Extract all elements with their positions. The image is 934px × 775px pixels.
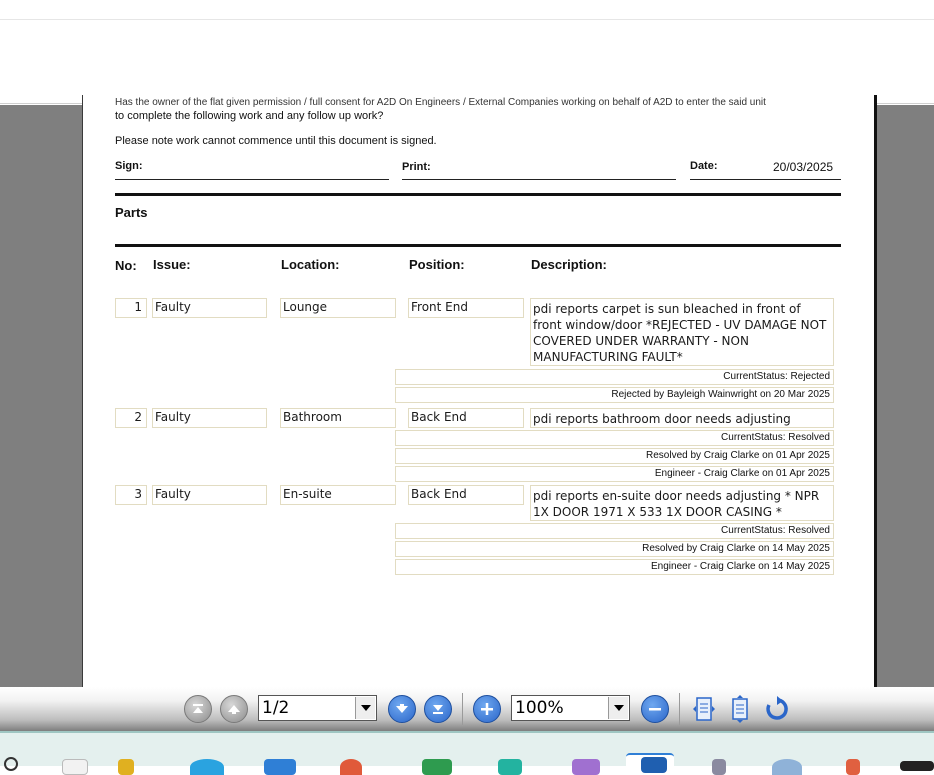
part-2-status: CurrentStatus: Resolved (395, 430, 834, 446)
last-page-icon[interactable] (424, 695, 452, 723)
zoom-value: 100% (515, 698, 564, 718)
print-line (402, 179, 676, 180)
taskbar-app-icon[interactable] (846, 759, 860, 775)
part-1-no: 1 (115, 298, 147, 318)
column-header-position: Position: (409, 257, 465, 272)
part-2-no: 2 (115, 408, 147, 428)
taskbar-app-icon[interactable] (641, 757, 667, 773)
toolbar-separator (462, 693, 463, 725)
part-2-description: pdi reports bathroom door needs adjusting (530, 408, 834, 428)
browser-blank-area (0, 20, 934, 104)
pdf-toolbar (0, 687, 934, 731)
part-2-location: Bathroom (280, 408, 396, 428)
sign-line (115, 179, 389, 180)
part-2-position: Back End (408, 408, 524, 428)
taskbar-app-icon[interactable] (264, 759, 296, 775)
section-rule-top (115, 193, 841, 196)
taskbar-app-icon[interactable] (190, 759, 224, 775)
zoom-select[interactable] (511, 695, 630, 721)
chevron-down-icon[interactable] (608, 697, 628, 719)
column-header-location: Location: (281, 257, 340, 272)
taskbar-app-icon[interactable] (498, 759, 522, 775)
part-2-engineer: Engineer - Craig Clarke on 01 Apr 2025 (395, 466, 834, 482)
rotate-icon[interactable] (763, 695, 791, 723)
page-number-value: 1/2 (262, 698, 290, 718)
cut-off-question-line: Has the owner of the flat given permission / full consent for A2D On Engineers / External Companies working on behalf of A2D to enter the said unit (115, 97, 766, 108)
part-1-position: Front End (408, 298, 524, 318)
fit-width-icon[interactable] (690, 695, 718, 723)
zoom-in-icon[interactable] (473, 695, 501, 723)
part-1-rejected-by: Rejected by Bayleigh Wainwright on 20 Mar 2025 (395, 387, 834, 403)
taskbar-app-icon[interactable] (340, 759, 362, 775)
part-1-description: pdi reports carpet is sun bleached in front of front window/door *REJECTED - UV DAMAGE NOT COVERED UNDER WARRANTY - NON MANUFACTURING FAULT* (530, 298, 834, 366)
part-1-status: CurrentStatus: Rejected (395, 369, 834, 385)
browser-top-strip (0, 0, 934, 20)
toolbar-separator (679, 693, 680, 725)
taskbar-app-icon[interactable] (712, 759, 726, 775)
part-3-no: 3 (115, 485, 147, 505)
date-label: Date: (690, 160, 718, 172)
part-1-location: Lounge (280, 298, 396, 318)
column-header-issue: Issue: (153, 257, 191, 272)
part-3-position: Back End (408, 485, 524, 505)
part-3-location: En-suite (280, 485, 396, 505)
taskbar-app-icon[interactable] (118, 759, 134, 775)
taskbar-app-icon[interactable] (900, 761, 934, 771)
part-2-issue: Faulty (152, 408, 267, 428)
question-text: to complete the following work and any follow up work? (115, 110, 384, 122)
taskbar-app-icon[interactable] (422, 759, 452, 775)
part-3-status: CurrentStatus: Resolved (395, 523, 834, 539)
part-2-resolved-by: Resolved by Craig Clarke on 01 Apr 2025 (395, 448, 834, 464)
sign-label: Sign: (115, 160, 143, 172)
part-3-description: pdi reports en-suite door needs adjusting * NPR 1X DOOR 1971 X 533 1X DOOR CASING * (530, 485, 834, 521)
taskbar-strip (0, 731, 934, 766)
section-title: Parts (115, 205, 148, 220)
part-3-engineer: Engineer - Craig Clarke on 14 May 2025 (395, 559, 834, 575)
next-page-icon[interactable] (388, 695, 416, 723)
part-1-issue: Faulty (152, 298, 267, 318)
first-page-icon[interactable] (184, 695, 212, 723)
zoom-out-icon[interactable] (641, 695, 669, 723)
taskbar-app-icon[interactable] (62, 759, 88, 775)
pdf-page (82, 95, 877, 695)
taskbar-app-icon[interactable] (772, 759, 802, 775)
section-rule-bottom (115, 244, 841, 247)
date-value: 20/03/2025 (773, 160, 834, 174)
print-label: Print: (402, 161, 431, 173)
part-3-resolved-by: Resolved by Craig Clarke on 14 May 2025 (395, 541, 834, 557)
fit-page-icon[interactable] (726, 695, 754, 723)
previous-page-icon[interactable] (220, 695, 248, 723)
pdf-viewer[interactable] (0, 97, 934, 687)
notice-text: Please note work cannot commence until this document is signed. (115, 135, 437, 147)
column-header-no: No: (115, 258, 137, 273)
part-3-issue: Faulty (152, 485, 267, 505)
search-icon[interactable] (4, 757, 18, 771)
taskbar-app-icon[interactable] (572, 759, 600, 775)
chevron-down-icon[interactable] (355, 697, 375, 719)
date-line (690, 179, 841, 180)
column-header-description: Description: (531, 257, 607, 272)
page-number-select[interactable] (258, 695, 377, 721)
